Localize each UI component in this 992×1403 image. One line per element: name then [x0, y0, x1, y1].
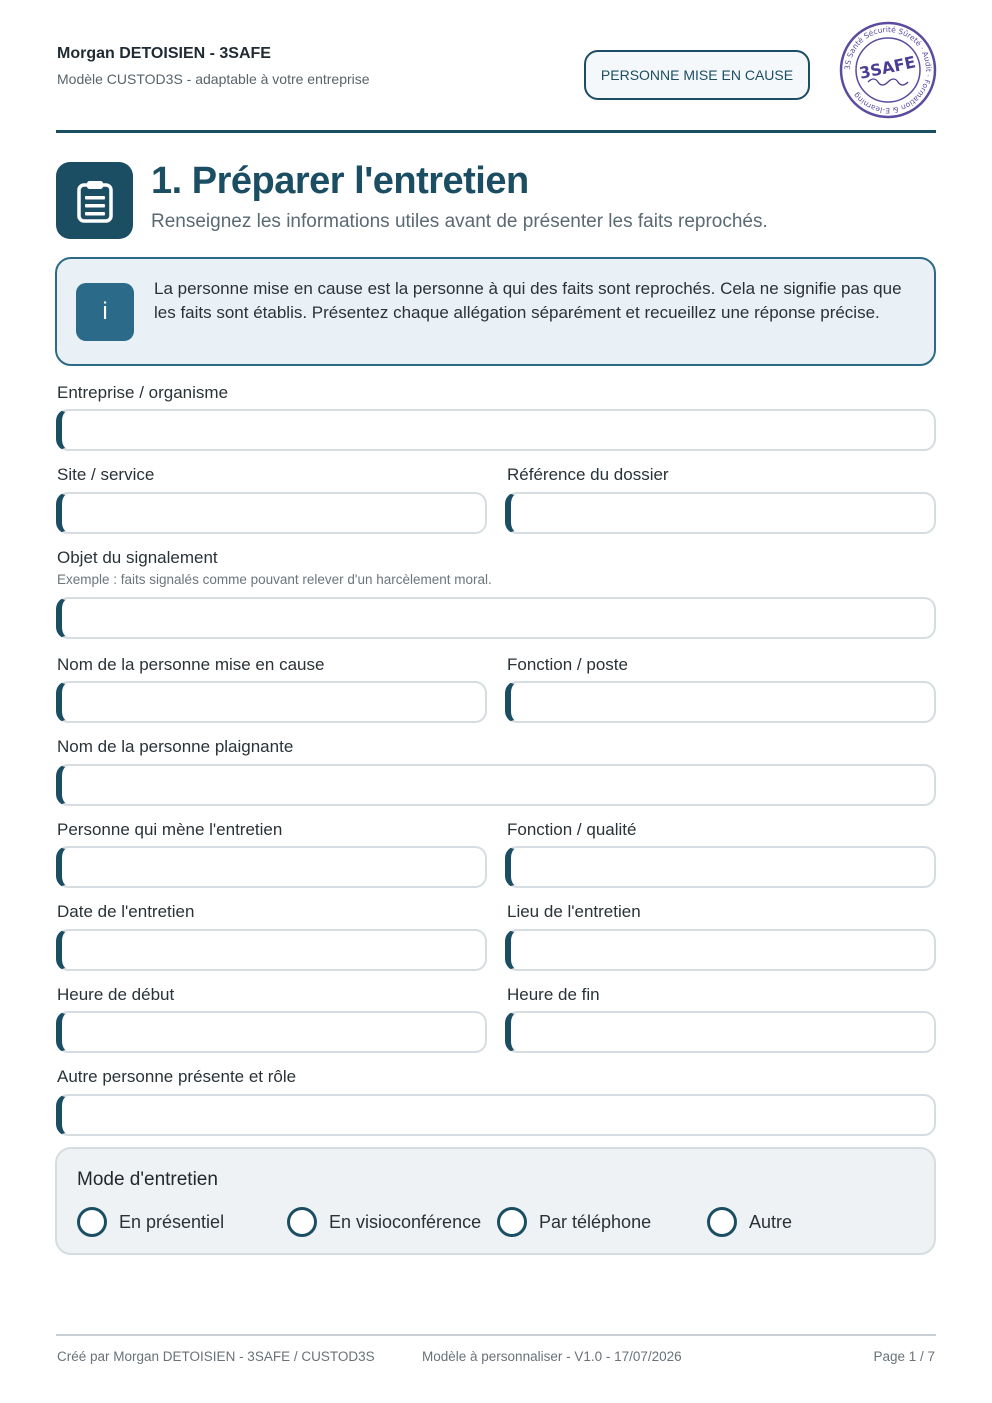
role-badge: PERSONNE MISE EN CAUSE [584, 50, 810, 100]
site-input[interactable] [56, 492, 487, 534]
label-lieu: Lieu de l'entretien [507, 902, 641, 921]
date-input[interactable] [56, 929, 487, 971]
heure-fin-input[interactable] [505, 1011, 936, 1053]
footer-credit: Créé par Morgan DETOISIEN - 3SAFE / CUSTOD3S [57, 1349, 375, 1364]
company-stamp-logo [838, 20, 938, 120]
header-divider [56, 130, 936, 133]
nom-plaignante-input[interactable] [56, 764, 936, 806]
mode-option-presentiel[interactable] [77, 1207, 224, 1237]
autre-personne-input[interactable] [56, 1094, 936, 1136]
label-entreprise: Entreprise / organisme [57, 383, 229, 402]
lieu-input[interactable] [505, 929, 936, 971]
nom-mise-en-cause-input[interactable] [56, 681, 487, 723]
reference-input[interactable] [505, 492, 936, 534]
section-title: 1. Préparer l'entretien [151, 160, 529, 202]
mode-option-label: Autre [749, 1211, 793, 1232]
clipboard-icon [56, 162, 133, 239]
footer-divider [56, 1334, 936, 1336]
label-objet: Objet du signalement [57, 548, 218, 567]
heure-debut-input[interactable] [56, 1011, 487, 1053]
mode-option-visioconference[interactable] [287, 1207, 481, 1237]
label-nom-mise-en-cause: Nom de la personne mise en cause [57, 655, 325, 674]
radio-presentiel[interactable] [77, 1207, 107, 1237]
hint-objet: Exemple : faits signalés comme pouvant relever d'un harcèlement moral. [57, 572, 492, 587]
author-name: Morgan DETOISIEN - 3SAFE [57, 45, 271, 62]
mode-entretien-group [55, 1147, 936, 1255]
entreprise-input[interactable] [56, 409, 936, 451]
meneur-input[interactable] [56, 846, 487, 888]
stamp-brand-text: 3SAFE [857, 52, 918, 83]
label-meneur: Personne qui mène l'entretien [57, 820, 283, 839]
label-reference: Référence du dossier [507, 465, 669, 484]
fonction-qualite-input[interactable] [505, 846, 936, 888]
label-nom-plaignante: Nom de la personne plaignante [57, 737, 294, 756]
footer-version: Modèle à personnaliser - V1.0 - 17/07/2026 [422, 1349, 682, 1364]
label-autre-personne: Autre personne présente et rôle [57, 1067, 297, 1086]
template-subtitle: Modèle CUSTOD3S - adaptable à votre entreprise [57, 71, 370, 87]
mode-option-telephone[interactable] [497, 1207, 651, 1237]
fonction-poste-input[interactable] [505, 681, 936, 723]
mode-option-label: Par téléphone [539, 1211, 652, 1232]
label-site: Site / service [57, 465, 155, 484]
label-fonction-poste: Fonction / poste [507, 655, 628, 674]
section-subtitle: Renseignez les informations utiles avant de présenter les faits reprochés. [151, 211, 768, 232]
label-fonction-qualite: Fonction / qualité [507, 820, 637, 839]
mode-option-autre[interactable] [707, 1207, 792, 1237]
radio-visioconference[interactable] [287, 1207, 317, 1237]
stamp-ring-text: 3S Santé Sécurité Sûreté · Audit · Formation & E-learning [842, 24, 934, 116]
info-box [55, 257, 936, 366]
mode-option-label: En visioconférence [329, 1211, 482, 1232]
page-number: Page 1 / 7 [873, 1349, 935, 1364]
info-icon: i [76, 283, 134, 341]
info-text: La personne mise en cause est la personne à qui des faits sont reprochés. Cela ne signifie pas que les faits sont établis. Présentez chaque allégation séparément et recueillez une réponse précise. [154, 279, 902, 322]
radio-autre[interactable] [707, 1207, 737, 1237]
label-heure-fin: Heure de fin [507, 985, 600, 1004]
radio-telephone[interactable] [497, 1207, 527, 1237]
label-heure-debut: Heure de début [57, 985, 175, 1004]
mode-option-label: En présentiel [119, 1211, 225, 1232]
objet-input[interactable] [56, 597, 936, 639]
mode-entretien-title: Mode d'entretien [77, 1169, 218, 1190]
label-date: Date de l'entretien [57, 902, 195, 921]
